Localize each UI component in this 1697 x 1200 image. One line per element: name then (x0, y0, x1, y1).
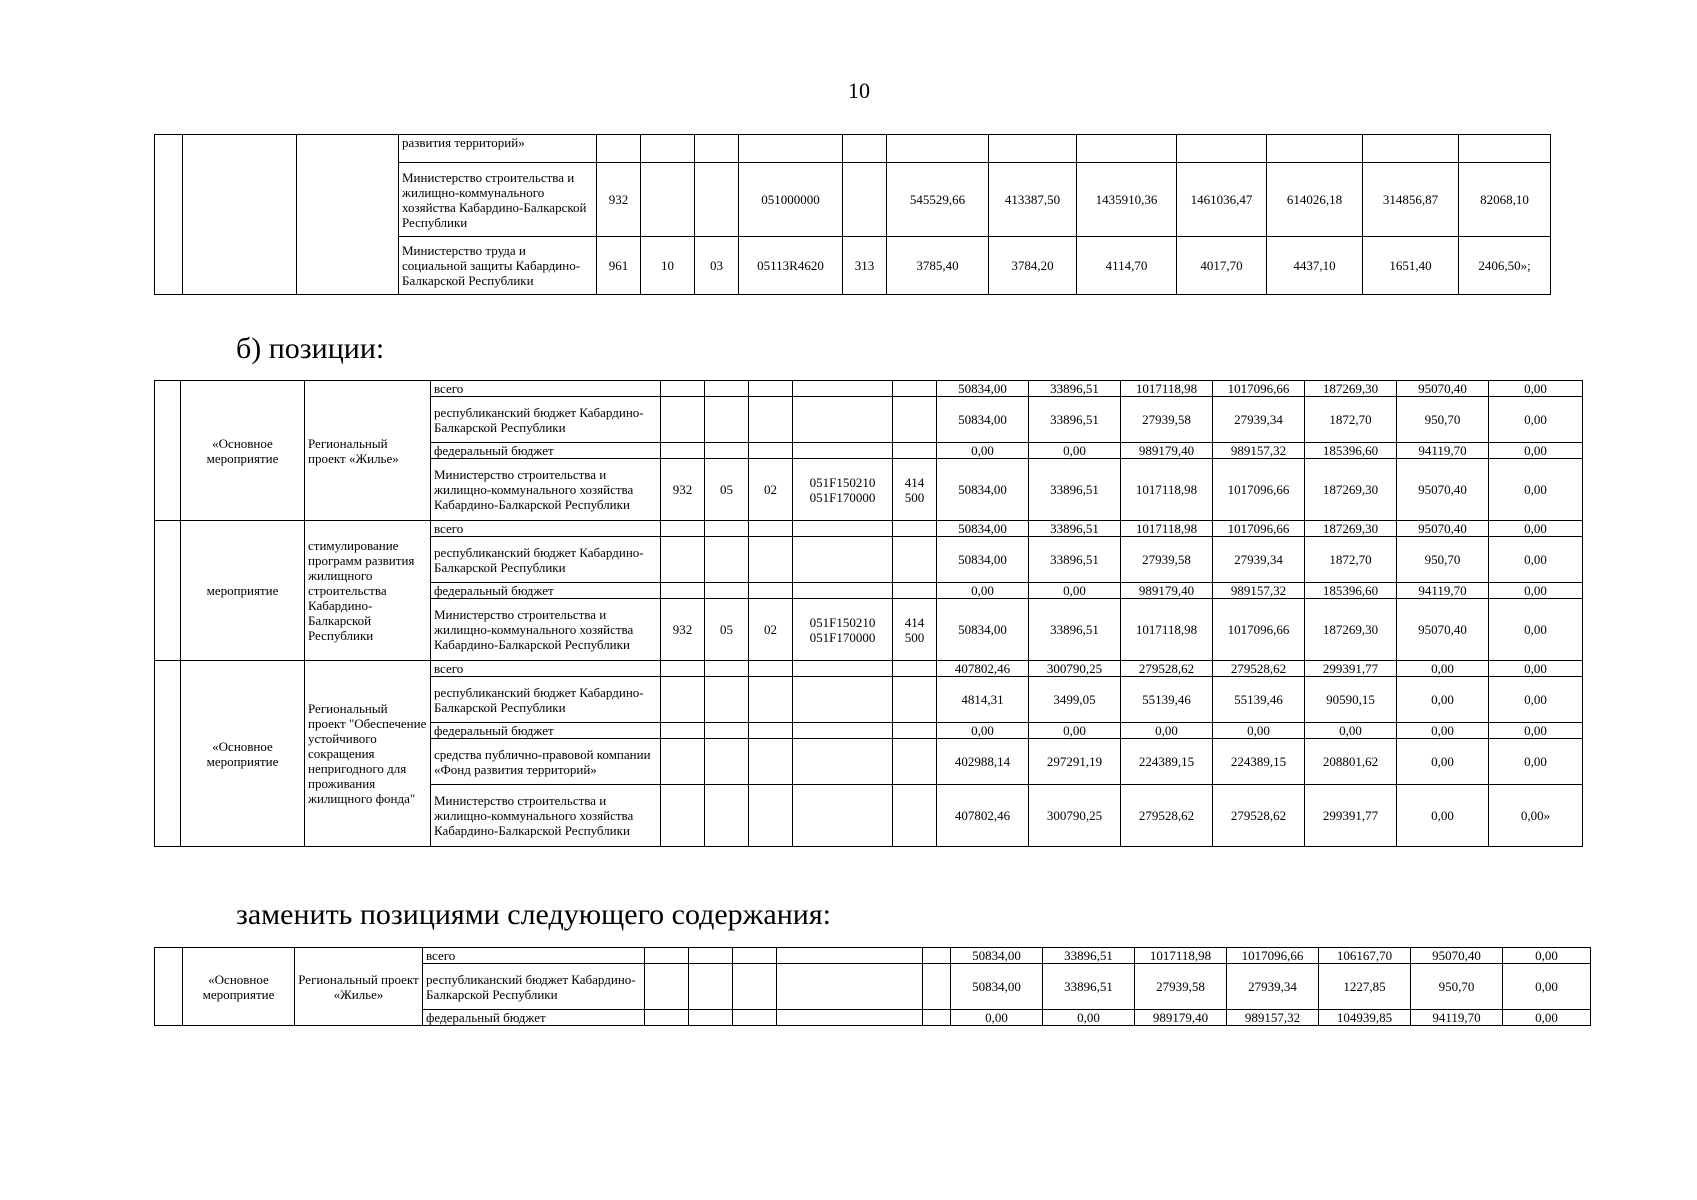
source-cell: республиканский бюджет Кабардино-Балкарской Республики (423, 964, 645, 1010)
value-cell (989, 135, 1077, 163)
value-cell: 50834,00 (937, 599, 1029, 661)
page-number: 10 (848, 78, 870, 103)
value-cell: 05 (705, 599, 749, 661)
event-name-cell: Региональный проект «Жилье» (305, 381, 431, 521)
value-cell: 27939,58 (1121, 537, 1213, 583)
value-cell: 051000000 (739, 163, 843, 237)
value-cell (749, 381, 793, 397)
value-cell: 1017096,66 (1213, 459, 1305, 521)
value-cell (705, 397, 749, 443)
budget-table-replacement (154, 947, 1591, 1026)
blank-cell (183, 135, 297, 295)
source-cell: Министерство строительства и жилищно-коммунального хозяйства Кабардино-Балкарской Республики (431, 785, 661, 847)
value-cell: 932 (661, 599, 705, 661)
value-cell: 27939,34 (1213, 537, 1305, 583)
value-cell: 414 500 (893, 599, 937, 661)
value-cell: 0,00 (1397, 677, 1489, 723)
value-cell: 50834,00 (937, 397, 1029, 443)
value-cell (645, 948, 689, 964)
value-cell: 27939,34 (1227, 964, 1319, 1010)
value-cell (923, 1010, 951, 1026)
value-cell: 0,00 (1489, 459, 1583, 521)
value-cell (661, 381, 705, 397)
blank-cell (297, 135, 399, 295)
value-cell (749, 739, 793, 785)
value-cell (893, 397, 937, 443)
value-cell (641, 135, 695, 163)
value-cell (689, 964, 733, 1010)
value-cell: 300790,25 (1029, 661, 1121, 677)
value-cell: 33896,51 (1029, 521, 1121, 537)
source-cell: всего (431, 661, 661, 677)
value-cell: 0,00 (1121, 723, 1213, 739)
value-cell: 279528,62 (1213, 785, 1305, 847)
value-cell: 224389,15 (1121, 739, 1213, 785)
value-cell: 33896,51 (1043, 964, 1135, 1010)
value-cell (749, 521, 793, 537)
value-cell: 407802,46 (937, 661, 1029, 677)
value-cell (1077, 135, 1177, 163)
value-cell: 27939,58 (1135, 964, 1227, 1010)
value-cell (749, 723, 793, 739)
value-cell: 989179,40 (1121, 443, 1213, 459)
value-cell (793, 785, 893, 847)
value-cell (661, 583, 705, 599)
executor-cell: Министерство строительства и жилищно-коммунального хозяйства Кабардино-Балкарской Республики (399, 163, 597, 237)
value-cell: 3785,40 (887, 237, 989, 295)
value-cell: 33896,51 (1029, 537, 1121, 583)
value-cell: 0,00 (1043, 1010, 1135, 1026)
value-cell: 94119,70 (1397, 443, 1489, 459)
value-cell (793, 521, 893, 537)
value-cell (793, 739, 893, 785)
value-cell: 279528,62 (1213, 661, 1305, 677)
value-cell (893, 723, 937, 739)
value-cell: 989179,40 (1121, 583, 1213, 599)
value-cell: 1651,40 (1363, 237, 1459, 295)
value-cell (923, 964, 951, 1010)
value-cell: 33896,51 (1029, 459, 1121, 521)
value-cell: 10 (641, 237, 695, 295)
value-cell: 932 (597, 163, 641, 237)
value-cell (661, 397, 705, 443)
value-cell: 0,00 (937, 723, 1029, 739)
source-cell: федеральный бюджет (431, 583, 661, 599)
value-cell (793, 397, 893, 443)
value-cell (739, 135, 843, 163)
value-cell (661, 723, 705, 739)
value-cell (777, 948, 923, 964)
value-cell: 279528,62 (1121, 785, 1213, 847)
source-cell: средства публично-правовой компании «Фонд развития территорий» (431, 739, 661, 785)
value-cell: 0,00 (1489, 537, 1583, 583)
value-cell (641, 163, 695, 237)
blank-cell (155, 521, 181, 661)
value-cell (793, 723, 893, 739)
value-cell: 50834,00 (937, 381, 1029, 397)
value-cell: 4017,70 (1177, 237, 1267, 295)
value-cell: 95070,40 (1397, 521, 1489, 537)
executor-cell: развития территорий» (399, 135, 597, 163)
value-cell (893, 661, 937, 677)
value-cell (645, 964, 689, 1010)
value-cell: 224389,15 (1213, 739, 1305, 785)
value-cell (777, 1010, 923, 1026)
value-cell (661, 739, 705, 785)
event-name-cell: Региональный проект "Обеспечение устойчивого сокращения непригодного для проживания жилищного фонда" (305, 661, 431, 847)
value-cell: 4814,31 (937, 677, 1029, 723)
value-cell (733, 964, 777, 1010)
value-cell (749, 785, 793, 847)
value-cell: 50834,00 (937, 521, 1029, 537)
value-cell (705, 381, 749, 397)
value-cell: 55139,46 (1121, 677, 1213, 723)
value-cell (887, 135, 989, 163)
value-cell: 104939,85 (1319, 1010, 1411, 1026)
value-cell: 0,00 (951, 1010, 1043, 1026)
value-cell: 1017118,98 (1121, 521, 1213, 537)
value-cell: 1017118,98 (1121, 599, 1213, 661)
value-cell (689, 1010, 733, 1026)
value-cell: 185396,60 (1305, 443, 1397, 459)
value-cell: 950,70 (1397, 537, 1489, 583)
value-cell: 0,00 (1489, 521, 1583, 537)
value-cell: 1227,85 (1319, 964, 1411, 1010)
event-type-cell: мероприятие (181, 521, 305, 661)
value-cell: 1017096,66 (1227, 948, 1319, 964)
value-cell (661, 677, 705, 723)
value-cell: 0,00 (1029, 443, 1121, 459)
source-cell: федеральный бюджет (431, 723, 661, 739)
value-cell (793, 537, 893, 583)
value-cell: 0,00 (1305, 723, 1397, 739)
value-cell: 3499,05 (1029, 677, 1121, 723)
blank-cell (155, 135, 183, 295)
budget-table-positions (154, 380, 1583, 847)
blank-cell (155, 948, 183, 1026)
value-cell: 95070,40 (1411, 948, 1503, 964)
value-cell: 3784,20 (989, 237, 1077, 295)
table-row (155, 135, 1551, 163)
table-row (155, 381, 1583, 397)
blank-cell (155, 661, 181, 847)
source-cell: всего (431, 521, 661, 537)
value-cell: 0,00 (1029, 583, 1121, 599)
value-cell: 05113R4620 (739, 237, 843, 295)
value-cell: 407802,46 (937, 785, 1029, 847)
value-cell: 299391,77 (1305, 661, 1397, 677)
value-cell: 0,00 (1397, 723, 1489, 739)
value-cell (705, 723, 749, 739)
value-cell: 02 (749, 599, 793, 661)
event-name-cell: Региональный проект «Жилье» (295, 948, 423, 1026)
value-cell (893, 537, 937, 583)
value-cell (893, 739, 937, 785)
value-cell: 299391,77 (1305, 785, 1397, 847)
value-cell (1177, 135, 1267, 163)
value-cell: 989179,40 (1135, 1010, 1227, 1026)
value-cell (893, 583, 937, 599)
value-cell (661, 521, 705, 537)
value-cell (733, 948, 777, 964)
value-cell: 05 (705, 459, 749, 521)
value-cell: 95070,40 (1397, 381, 1489, 397)
value-cell (777, 964, 923, 1010)
value-cell: 95070,40 (1397, 459, 1489, 521)
value-cell: 187269,30 (1305, 521, 1397, 537)
value-cell: 27939,34 (1213, 397, 1305, 443)
value-cell: 414 500 (893, 459, 937, 521)
value-cell: 33896,51 (1043, 948, 1135, 964)
event-type-cell: «Основное мероприятие (181, 661, 305, 847)
value-cell: 90590,15 (1305, 677, 1397, 723)
value-cell: 614026,18 (1267, 163, 1363, 237)
value-cell (749, 583, 793, 599)
value-cell: 50834,00 (937, 459, 1029, 521)
value-cell (733, 1010, 777, 1026)
value-cell: 0,00 (1029, 723, 1121, 739)
value-cell (705, 443, 749, 459)
value-cell: 1435910,36 (1077, 163, 1177, 237)
value-cell (893, 381, 937, 397)
value-cell (689, 948, 733, 964)
value-cell (793, 661, 893, 677)
value-cell: 55139,46 (1213, 677, 1305, 723)
value-cell (705, 521, 749, 537)
source-cell: всего (431, 381, 661, 397)
value-cell: 50834,00 (937, 537, 1029, 583)
value-cell (1363, 135, 1459, 163)
value-cell: 4437,10 (1267, 237, 1363, 295)
value-cell (705, 785, 749, 847)
value-cell: 0,00 (1489, 583, 1583, 599)
value-cell: 95070,40 (1397, 599, 1489, 661)
value-cell (661, 785, 705, 847)
value-cell: 932 (661, 459, 705, 521)
value-cell: 0,00 (937, 443, 1029, 459)
value-cell: 33896,51 (1029, 381, 1121, 397)
value-cell: 0,00 (1489, 739, 1583, 785)
value-cell: 0,00 (1489, 723, 1583, 739)
value-cell: 185396,60 (1305, 583, 1397, 599)
value-cell (749, 677, 793, 723)
value-cell: 1017118,98 (1121, 459, 1213, 521)
value-cell: 1017096,66 (1213, 521, 1305, 537)
value-cell: 314856,87 (1363, 163, 1459, 237)
value-cell: 1017118,98 (1135, 948, 1227, 964)
value-cell: 0,00 (1489, 599, 1583, 661)
value-cell: 106167,70 (1319, 948, 1411, 964)
value-cell (749, 661, 793, 677)
value-cell: 1017118,98 (1121, 381, 1213, 397)
value-cell (661, 537, 705, 583)
value-cell (661, 661, 705, 677)
value-cell: 1017096,66 (1213, 381, 1305, 397)
source-cell: республиканский бюджет Кабардино-Балкарской Республики (431, 537, 661, 583)
value-cell: 94119,70 (1397, 583, 1489, 599)
value-cell: 989157,32 (1213, 443, 1305, 459)
value-cell (843, 135, 887, 163)
value-cell: 989157,32 (1227, 1010, 1319, 1026)
value-cell: 545529,66 (887, 163, 989, 237)
value-cell: 413387,50 (989, 163, 1077, 237)
value-cell: 187269,30 (1305, 599, 1397, 661)
value-cell (749, 397, 793, 443)
value-cell: 1017096,66 (1213, 599, 1305, 661)
value-cell: 0,00 (1489, 381, 1583, 397)
value-cell: 187269,30 (1305, 459, 1397, 521)
value-cell (923, 948, 951, 964)
value-cell: 187269,30 (1305, 381, 1397, 397)
value-cell (793, 443, 893, 459)
value-cell (893, 677, 937, 723)
section-heading-b: б) позиции: (236, 332, 385, 365)
value-cell (793, 583, 893, 599)
value-cell (705, 661, 749, 677)
value-cell: 279528,62 (1121, 661, 1213, 677)
value-cell: 2406,50»; (1459, 237, 1551, 295)
source-cell: федеральный бюджет (423, 1010, 645, 1026)
value-cell (705, 677, 749, 723)
value-cell: 0,00 (1489, 397, 1583, 443)
value-cell: 1872,70 (1305, 397, 1397, 443)
value-cell: 0,00 (1503, 1010, 1591, 1026)
value-cell: 961 (597, 237, 641, 295)
value-cell: 1461036,47 (1177, 163, 1267, 237)
value-cell: 313 (843, 237, 887, 295)
value-cell: 0,00 (1397, 785, 1489, 847)
value-cell: 989157,32 (1213, 583, 1305, 599)
value-cell: 950,70 (1411, 964, 1503, 1010)
value-cell: 82068,10 (1459, 163, 1551, 237)
value-cell (843, 163, 887, 237)
value-cell: 50834,00 (951, 948, 1043, 964)
value-cell (893, 785, 937, 847)
value-cell: 0,00 (1397, 739, 1489, 785)
value-cell: 33896,51 (1029, 599, 1121, 661)
table-row (155, 661, 1583, 677)
event-type-cell: «Основное мероприятие (181, 381, 305, 521)
value-cell: 950,70 (1397, 397, 1489, 443)
source-cell: федеральный бюджет (431, 443, 661, 459)
value-cell: 0,00» (1489, 785, 1583, 847)
value-cell (893, 443, 937, 459)
value-cell (749, 443, 793, 459)
blank-cell (155, 381, 181, 521)
budget-table-continuation (154, 134, 1551, 295)
value-cell: 33896,51 (1029, 397, 1121, 443)
value-cell: 051F150210 051F170000 (793, 599, 893, 661)
value-cell (695, 135, 739, 163)
value-cell (793, 381, 893, 397)
value-cell: 0,00 (1489, 443, 1583, 459)
value-cell: 0,00 (1503, 964, 1591, 1010)
value-cell: 051F150210 051F170000 (793, 459, 893, 521)
value-cell (661, 443, 705, 459)
event-type-cell: «Основное мероприятие (183, 948, 295, 1026)
table-row (155, 521, 1583, 537)
value-cell: 0,00 (1489, 661, 1583, 677)
source-cell: всего (423, 948, 645, 964)
value-cell: 0,00 (1397, 661, 1489, 677)
value-cell: 0,00 (1213, 723, 1305, 739)
value-cell: 208801,62 (1305, 739, 1397, 785)
value-cell: 03 (695, 237, 739, 295)
value-cell: 50834,00 (951, 964, 1043, 1010)
source-cell: республиканский бюджет Кабардино-Балкарской Республики (431, 397, 661, 443)
event-name-cell: стимулирование программ развития жилищного строительства Кабардино-Балкарской Республики (305, 521, 431, 661)
value-cell: 402988,14 (937, 739, 1029, 785)
source-cell: Министерство строительства и жилищно-коммунального хозяйства Кабардино-Балкарской Республики (431, 599, 661, 661)
value-cell: 1872,70 (1305, 537, 1397, 583)
value-cell (597, 135, 641, 163)
value-cell (695, 163, 739, 237)
value-cell: 300790,25 (1029, 785, 1121, 847)
value-cell: 02 (749, 459, 793, 521)
source-cell: Министерство строительства и жилищно-коммунального хозяйства Кабардино-Балкарской Республики (431, 459, 661, 521)
value-cell: 94119,70 (1411, 1010, 1503, 1026)
value-cell: 0,00 (937, 583, 1029, 599)
value-cell (705, 537, 749, 583)
value-cell (1267, 135, 1363, 163)
value-cell (645, 1010, 689, 1026)
executor-cell: Министерство труда и социальной защиты Кабардино-Балкарской Республики (399, 237, 597, 295)
source-cell: республиканский бюджет Кабардино-Балкарской Республики (431, 677, 661, 723)
section-heading-replace: заменить позициями следующего содержания: (236, 898, 831, 931)
table-row (155, 948, 1591, 964)
value-cell (793, 677, 893, 723)
value-cell (705, 583, 749, 599)
value-cell: 0,00 (1489, 677, 1583, 723)
value-cell (1459, 135, 1551, 163)
value-cell (705, 739, 749, 785)
value-cell: 297291,19 (1029, 739, 1121, 785)
value-cell: 27939,58 (1121, 397, 1213, 443)
value-cell (749, 537, 793, 583)
value-cell: 4114,70 (1077, 237, 1177, 295)
value-cell: 0,00 (1503, 948, 1591, 964)
value-cell (893, 521, 937, 537)
